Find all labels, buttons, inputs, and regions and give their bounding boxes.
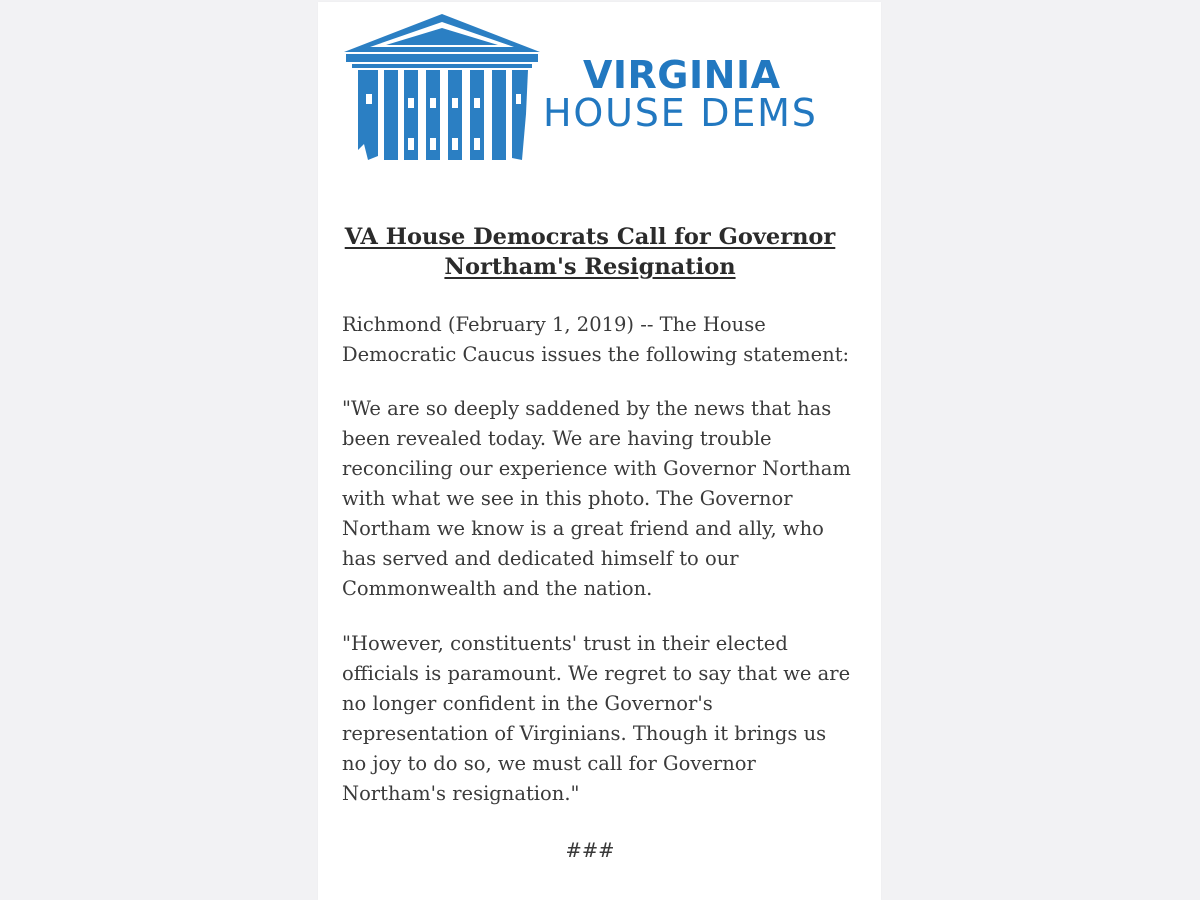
dateline-paragraph: Richmond (February 1, 2019) -- The House Democratic Caucus issues the following statement: [342,313,850,366]
logo-house-dems-text: HOUSE DEMS [543,91,818,135]
virginia-house-dems-logo [342,14,832,164]
end-mark: ### [565,839,615,862]
logo-virginia-text: VIRGINIA [583,53,781,97]
headline-line-2: Northam's Resignation [444,254,736,280]
press-release-headline [330,222,850,282]
statement-paragraph-2: "However, constituents' trust in their elected officials is paramount. We regret to say that we are no longer confident in the Governor's representation of Virginians. Though it brings us no joy to do so, we must call for Governor Northam's resignation." [342,632,851,805]
headline-line-1: VA House Democrats Call for Governor [344,224,836,250]
capitol-building-icon [342,14,542,164]
statement-paragraph-1: "We are so deeply saddened by the news that has been revealed today. We are having trouble reconciling our experience with Governor Northam with what we see in this photo. The Governor Northam we know is a great friend and ally, who has served and dedicated himself to our Commonwealth and the nation. [342,397,851,600]
